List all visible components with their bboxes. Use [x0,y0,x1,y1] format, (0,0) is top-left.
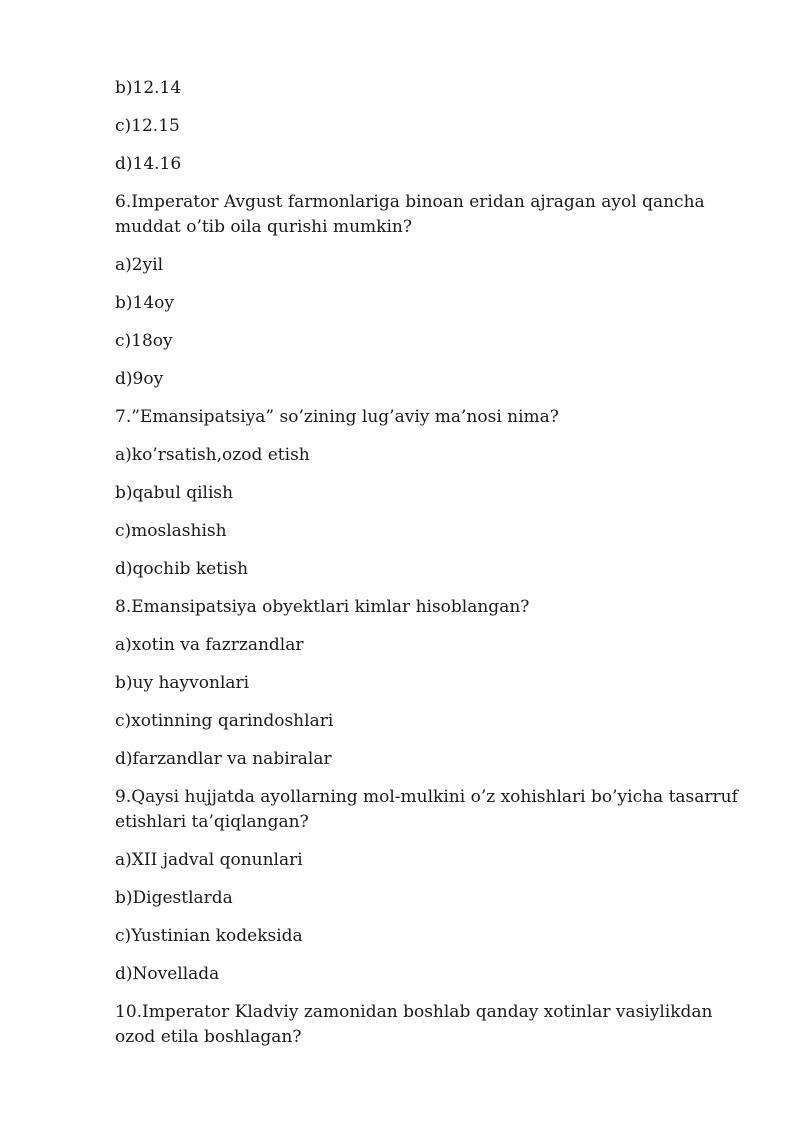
answer-option: a)XII jadval qonunlari [115,850,303,870]
question-text: 10.Imperator Kladviy zamonidan boshlab qanday xotinlar vasiylikdan ozod etila boshlagan? [115,1002,713,1047]
question-text: 9.Qaysi hujjatda ayollarning mol-mulkini o’z xohishlari bo’yicha tasarruf etishlari ta’qiqlangan? [115,787,738,832]
answer-option: b)12.14 [115,78,182,98]
answer-option: d)Novellada [115,964,220,984]
answer-option: d)farzandlar va nabiralar [115,749,332,769]
answer-option: c)xotinning qarindoshlari [115,711,334,731]
answer-option: c)Yustinian kodeksida [115,926,303,946]
answer-option: a)ko’rsatish,ozod etish [115,445,310,465]
answer-option: c)moslashish [115,521,227,541]
answer-option: b)14oy [115,293,174,313]
document-page [115,76,755,1063]
answer-option: c)12.15 [115,116,180,136]
answer-option: d)14.16 [115,154,182,174]
question-text: 8.Emansipatsiya obyektlari kimlar hisoblangan? [115,597,530,617]
answer-option: d)9oy [115,369,164,389]
answer-option: a)2yil [115,255,164,275]
question-text: 7.”Emansipatsiya” so’zining lug’aviy ma’nosi nima? [115,407,559,427]
answer-option: d)qochib ketish [115,559,249,579]
question-text: 6.Imperator Avgust farmonlariga binoan eridan ajragan ayol qancha muddat o’tib oila qurishi mumkin? [115,192,705,237]
answer-option: b)Digestlarda [115,888,233,908]
answer-option: b)qabul qilish [115,483,234,503]
answer-option: c)18oy [115,331,173,351]
answer-option: b)uy hayvonlari [115,673,250,693]
answer-option: a)xotin va fazrzandlar [115,635,304,655]
